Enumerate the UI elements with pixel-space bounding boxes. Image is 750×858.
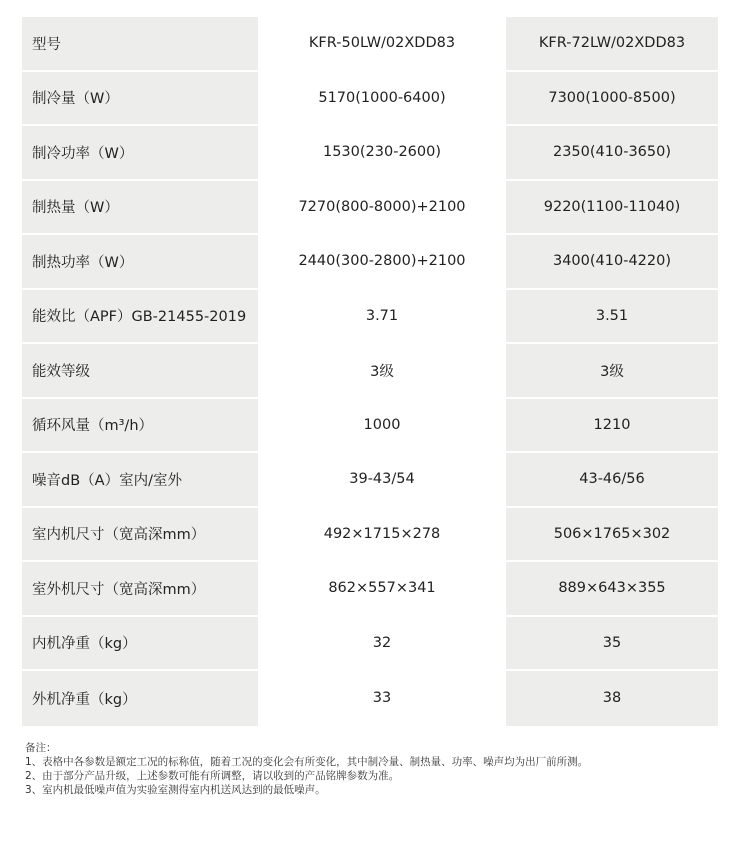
table-row — [22, 126, 718, 181]
model-2-value: 43-46/56 — [506, 453, 718, 506]
row-label: 外机净重（kg） — [22, 671, 258, 726]
row-label: 内机净重（kg） — [22, 617, 258, 670]
model-2-value: 3.51 — [506, 290, 718, 343]
table-row — [22, 617, 718, 672]
model-1-value: 5170(1000-6400) — [258, 72, 506, 125]
model-2-value: 889×643×355 — [506, 562, 718, 615]
row-label: 制热量（W） — [22, 181, 258, 234]
table-row — [22, 235, 718, 290]
table-row — [22, 508, 718, 563]
model-2-value: 3级 — [506, 344, 718, 397]
model-2-value: 38 — [506, 671, 718, 726]
row-label: 制冷量（W） — [22, 72, 258, 125]
model-1-value: 492×1715×278 — [258, 508, 506, 561]
model-1-value: 3.71 — [258, 290, 506, 343]
notes-section — [25, 741, 725, 797]
model-2-value: 35 — [506, 617, 718, 670]
model-2-value: 1210 — [506, 399, 718, 452]
row-label: 能效等级 — [22, 344, 258, 397]
model-2-value: KFR-72LW/02XDD83 — [506, 17, 718, 70]
notes-title: 备注： — [25, 742, 57, 754]
model-1-value: 1530(230-2600) — [258, 126, 506, 179]
model-1-value: 33 — [258, 671, 506, 726]
note-line: 1、表格中各参数是额定工况的标称值，随着工况的变化会有所变化，其中制冷量、制热量、功率、噪声均为出厂前所测。 — [25, 756, 589, 768]
model-2-value: 7300(1000-8500) — [506, 72, 718, 125]
model-2-value: 3400(410-4220) — [506, 235, 718, 288]
row-label: 制冷功率（W） — [22, 126, 258, 179]
model-1-value: 1000 — [258, 399, 506, 452]
spec-table — [22, 17, 718, 726]
model-1-value: 3级 — [258, 344, 506, 397]
table-row — [22, 399, 718, 454]
table-row — [22, 17, 718, 72]
model-1-value: 2440(300-2800)+2100 — [258, 235, 506, 288]
row-label: 循环风量（m³/h） — [22, 399, 258, 452]
row-label: 室内机尺寸（宽高深mm） — [22, 508, 258, 561]
model-1-value: KFR-50LW/02XDD83 — [258, 17, 506, 70]
model-1-value: 39-43/54 — [258, 453, 506, 506]
row-label: 型号 — [22, 17, 258, 70]
model-1-value: 7270(800-8000)+2100 — [258, 181, 506, 234]
model-1-value: 32 — [258, 617, 506, 670]
row-label: 噪音dB（A）室内/室外 — [22, 453, 258, 506]
model-1-value: 862×557×341 — [258, 562, 506, 615]
model-2-value: 506×1765×302 — [506, 508, 718, 561]
row-label: 室外机尺寸（宽高深mm） — [22, 562, 258, 615]
model-2-value: 9220(1100-11040) — [506, 181, 718, 234]
table-row — [22, 453, 718, 508]
table-row — [22, 562, 718, 617]
row-label: 能效比（APF）GB-21455-2019 — [22, 290, 258, 343]
note-line: 2、由于部分产品升级，上述参数可能有所调整，请以收到的产品铭牌参数为准。 — [25, 770, 400, 782]
note-line: 3、室内机最低噪声值为实验室测得室内机送风达到的最低噪声。 — [25, 784, 326, 796]
table-row — [22, 181, 718, 236]
table-row — [22, 671, 718, 726]
model-2-value: 2350(410-3650) — [506, 126, 718, 179]
table-row — [22, 290, 718, 345]
table-row — [22, 344, 718, 399]
row-label: 制热功率（W） — [22, 235, 258, 288]
table-row — [22, 72, 718, 127]
